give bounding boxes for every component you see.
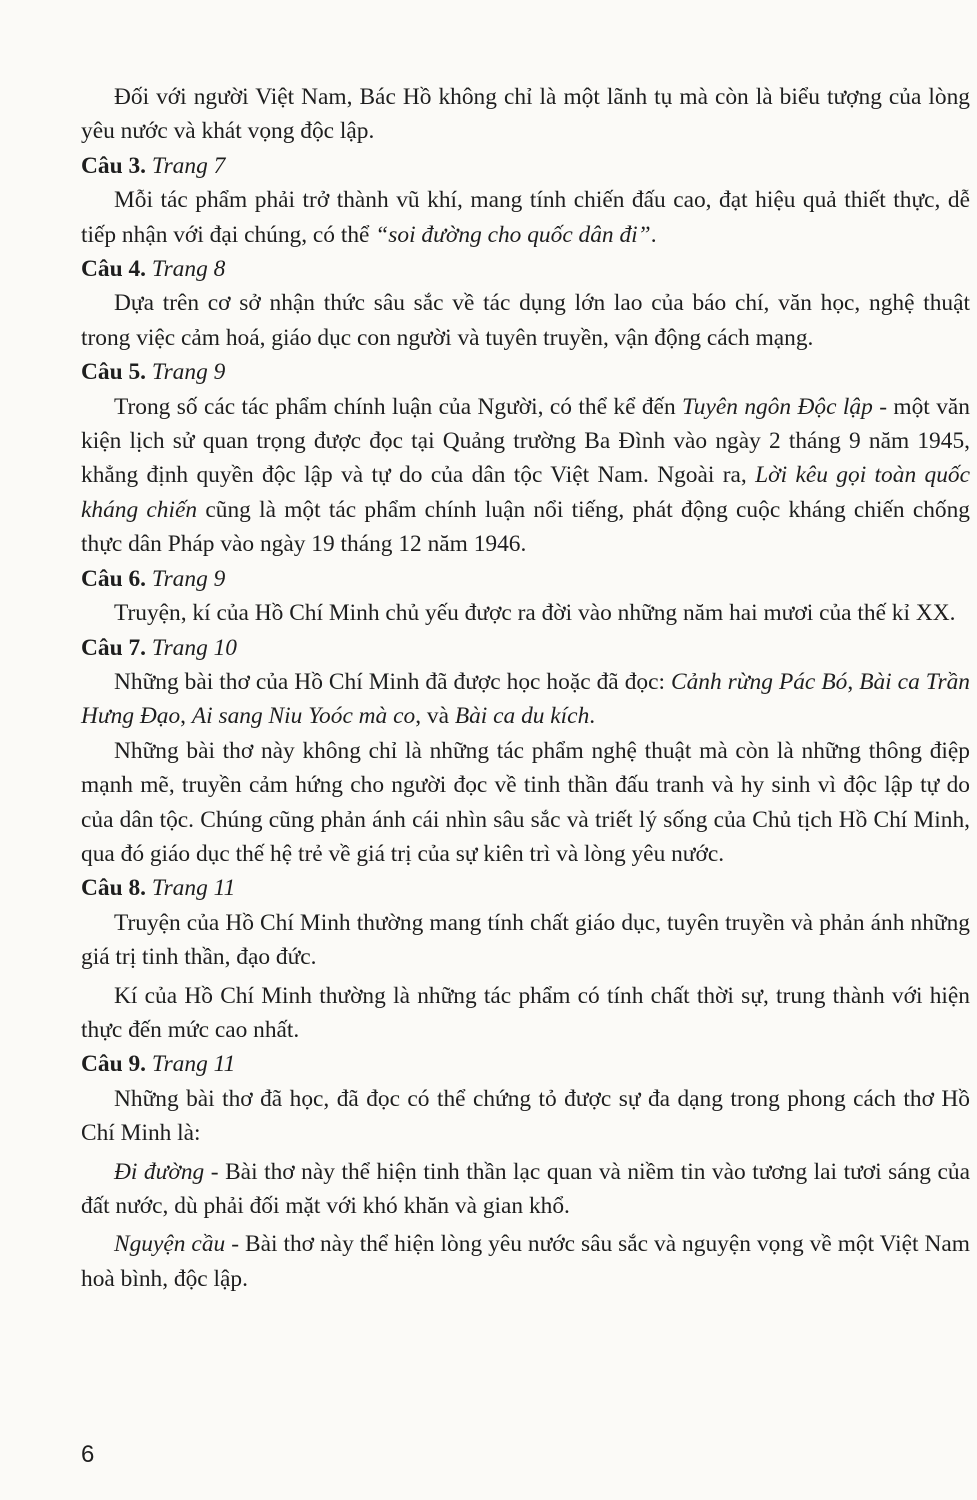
question-3-page: Trang 7 — [151, 152, 226, 179]
answer-text: - Bài thơ này thể hiện lòng yêu nước sâu sắc và nguyện vọng về một Việt Nam hoà bình, độc lập. — [81, 1231, 970, 1292]
question-5-answer — [81, 390, 970, 562]
separator: , và — [415, 703, 455, 730]
question-9-answer-1: Những bài thơ đã học, đã đọc có thể chứng tỏ được sự đa dạng trong phong cách thơ Hồ Chí Minh là: — [81, 1085, 970, 1147]
question-6-page: Trang 9 — [151, 565, 226, 592]
answer-text: Trong số các tác phẩm chính luận của Người, có thể kể đến — [114, 393, 683, 420]
answer-text: Những bài thơ của Hồ Chí Minh đã được học hoặc đã đọc: — [114, 668, 671, 695]
question-9-number: Câu 9. — [81, 1051, 146, 1078]
question-9-page: Trang 11 — [151, 1051, 236, 1078]
answer-text: - một văn kiện lịch sử quan trọng được đọc tại Quảng trường Ba Đình vào ngày 2 tháng 9 năm 1945, khẳng định quyền độc lập và tự do của dân tộc Việt Nam. Ngoài ra, — [81, 393, 970, 489]
question-8-answer-2: Kí của Hồ Chí Minh thường là những tác phẩm có tính chất thời sự, trung thành với hiện thực đến mức cao nhất. — [81, 982, 970, 1043]
question-7-number: Câu 7. — [81, 634, 146, 661]
answer-text: - Bài thơ này thể hiện tinh thần lạc quan và niềm tin vào tương lai tươi sáng của đất nước, dù phải đối mặt với khó khăn và gian khổ. — [81, 1158, 970, 1219]
separator: , — [847, 668, 860, 695]
question-6-answer: Truyện, kí của Hồ Chí Minh chủ yếu được ra đời vào những năm hai mươi của thế kỉ XX. — [114, 600, 956, 627]
question-3-heading — [81, 149, 970, 183]
poem-title: Bài ca du kích — [454, 703, 590, 730]
page-content — [81, 80, 970, 1296]
question-9-answer-3 — [81, 1227, 970, 1296]
question-8-page: Trang 11 — [151, 875, 236, 902]
poem-title: Bài ca Trần Hưng Đạo — [81, 668, 970, 730]
question-4-heading — [81, 252, 970, 286]
question-8-answer-1: Truyện của Hồ Chí Minh thường mang tính chất giáo dục, tuyên truyền và phản ánh những giá trị tinh thần, đạo đức. — [81, 909, 970, 971]
question-3-number: Câu 3. — [81, 152, 146, 179]
question-9-answer-2 — [81, 1155, 970, 1224]
question-5-heading — [81, 355, 970, 389]
question-4-page: Trang 8 — [151, 256, 226, 283]
separator: . — [589, 703, 596, 730]
question-8-heading — [81, 871, 970, 905]
poem-title: Cảnh rừng Pác Bó — [670, 668, 848, 695]
question-6-number: Câu 6. — [81, 565, 146, 592]
question-3-answer — [81, 183, 970, 252]
answer-text: cũng là một tác phẩm chính luận nổi tiếng, phát động cuộc kháng chiến chống thực dân Pháp vào ngày 19 tháng 12 năm 1946. — [81, 496, 970, 558]
question-9-heading — [81, 1047, 970, 1081]
question-5-number: Câu 5. — [81, 359, 146, 386]
quote-text: “soi đường cho quốc dân đi” — [375, 221, 651, 248]
answer-text: . — [650, 221, 657, 248]
work-title: Tuyên ngôn Độc lập — [682, 393, 873, 420]
answer-text: Mỗi tác phẩm phải trở thành vũ khí, mang tính chiến đấu cao, đạt hiệu quả thiết thực, dễ tiếp nhận với đại chúng, có thể — [81, 187, 970, 248]
question-7-page: Trang 10 — [151, 634, 238, 661]
question-6-heading — [81, 562, 970, 596]
work-title: Lời kêu gọi toàn quốc kháng chiến — [81, 462, 970, 523]
question-7-answer-1 — [81, 665, 970, 734]
intro-paragraph: Đối với người Việt Nam, Bác Hồ không chỉ là một lãnh tụ mà còn là biểu tượng của lòng yêu nước và khát vọng độc lập. — [81, 84, 970, 145]
poem-title: Nguyện cầu — [114, 1231, 226, 1258]
question-7-heading — [81, 631, 970, 665]
poem-title: Ai sang Niu Yoóc mà co — [191, 703, 416, 730]
question-7-answer-2: Những bài thơ này không chỉ là những tác phẩm nghệ thuật mà còn là những thông điệp mạnh mẽ, truyền cảm hứng cho người đọc về tinh thần đấu tranh và hy sinh vì độc lập tự do của dân tộc. Chúng cũng phản ánh cái nhìn sâu sắc và triết lý sống của Chủ tịch Hồ Chí Minh, qua đó giáo dục thế hệ trẻ về giá trị của sự kiên trì và lòng yêu nước. — [81, 737, 970, 867]
question-8-number: Câu 8. — [81, 875, 146, 902]
separator: , — [180, 703, 192, 730]
question-4-answer: Dựa trên cơ sở nhận thức sâu sắc về tác dụng lớn lao của báo chí, văn học, nghệ thuật trong việc cảm hoá, giáo dục con người và tuyên truyền, vận động cách mạng. — [81, 290, 970, 351]
question-5-page: Trang 9 — [151, 359, 226, 386]
poem-title: Đi đường — [114, 1158, 205, 1185]
question-4-number: Câu 4. — [81, 256, 146, 283]
page-number: 6 — [81, 1441, 95, 1468]
